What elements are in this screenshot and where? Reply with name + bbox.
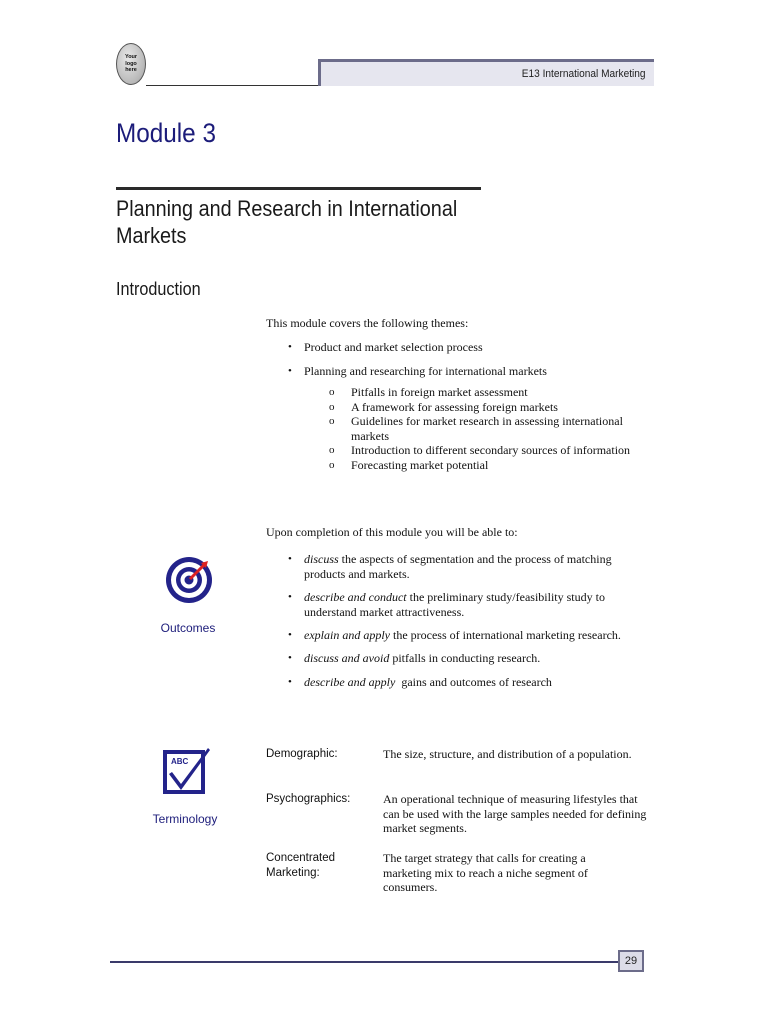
circle-bullet-icon [329, 443, 351, 458]
page-number: 29 [618, 950, 644, 972]
circle-bullet-icon [329, 385, 351, 400]
bullet-icon [284, 364, 304, 379]
bullet-icon [284, 628, 304, 643]
outcomes-label: Outcomes [160, 621, 216, 635]
introduction-heading: Introduction [116, 279, 201, 299]
target-icon [164, 555, 214, 605]
footer-rule [110, 961, 618, 963]
outcomes-list [284, 552, 654, 690]
list-item: • explain and apply the process of international marketing research. [284, 628, 654, 643]
checkbox-abc-icon [162, 746, 212, 796]
section-title: Planning and Research in International Markets [116, 196, 458, 248]
course-title: E13 International Marketing [522, 68, 646, 80]
list-item: • discuss and avoid pitfalls in conducting research. [284, 651, 654, 666]
logo-placeholder [116, 43, 146, 85]
definition-psychographics: An operational technique of measuring lifestyles that can be used with the large samples needed for defining market segments. [383, 792, 647, 835]
bullet-icon [284, 675, 304, 690]
terminology-label: Terminology [152, 812, 218, 826]
outcomes-lead: Upon completion of this module you will be able to: [266, 525, 518, 539]
list-item: • describe and conduct the preliminary study/feasibility study to understand market attractiveness. [284, 590, 654, 620]
bullet-icon [284, 590, 304, 620]
bullet-icon [284, 340, 304, 355]
list-item: o A framework for assessing foreign markets [329, 400, 651, 415]
bullet-icon [284, 651, 304, 666]
list-item: • discuss the aspects of segmentation and the process of matching products and markets. [284, 552, 654, 582]
list-item: • Planning and researching for international markets [284, 364, 664, 379]
bullet-icon [284, 552, 304, 582]
circle-bullet-icon [329, 458, 351, 473]
term-concentrated-marketing: Concentrated Marketing: [266, 852, 336, 879]
term-demographic: Demographic: [266, 748, 338, 760]
list-item: o Guidelines for market research in assessing international markets [329, 414, 651, 443]
themes-sublist [329, 385, 651, 472]
list-item: • Product and market selection process [284, 340, 664, 355]
list-item: • describe and apply gains and outcomes of research [284, 675, 654, 690]
term-psychographics: Psychographics: [266, 793, 351, 805]
definition-demographic: The size, structure, and distribution of a population. [383, 747, 632, 761]
definition-concentrated-marketing: The target strategy that calls for creating a marketing mix to reach a niche segment of consumers. [383, 851, 588, 894]
circle-bullet-icon [329, 414, 351, 443]
logo-text: Your logo here [124, 54, 138, 74]
header-rule [146, 85, 318, 86]
title-divider [116, 187, 481, 190]
themes-list [284, 340, 664, 379]
module-title: Module 3 [116, 118, 216, 148]
list-item: o Forecasting market potential [329, 458, 651, 473]
list-item: o Introduction to different secondary sources of information [329, 443, 651, 458]
circle-bullet-icon [329, 400, 351, 415]
abc-text: ABC [171, 757, 189, 766]
list-item: o Pitfalls in foreign market assessment [329, 385, 651, 400]
themes-lead: This module covers the following themes: [266, 316, 469, 330]
